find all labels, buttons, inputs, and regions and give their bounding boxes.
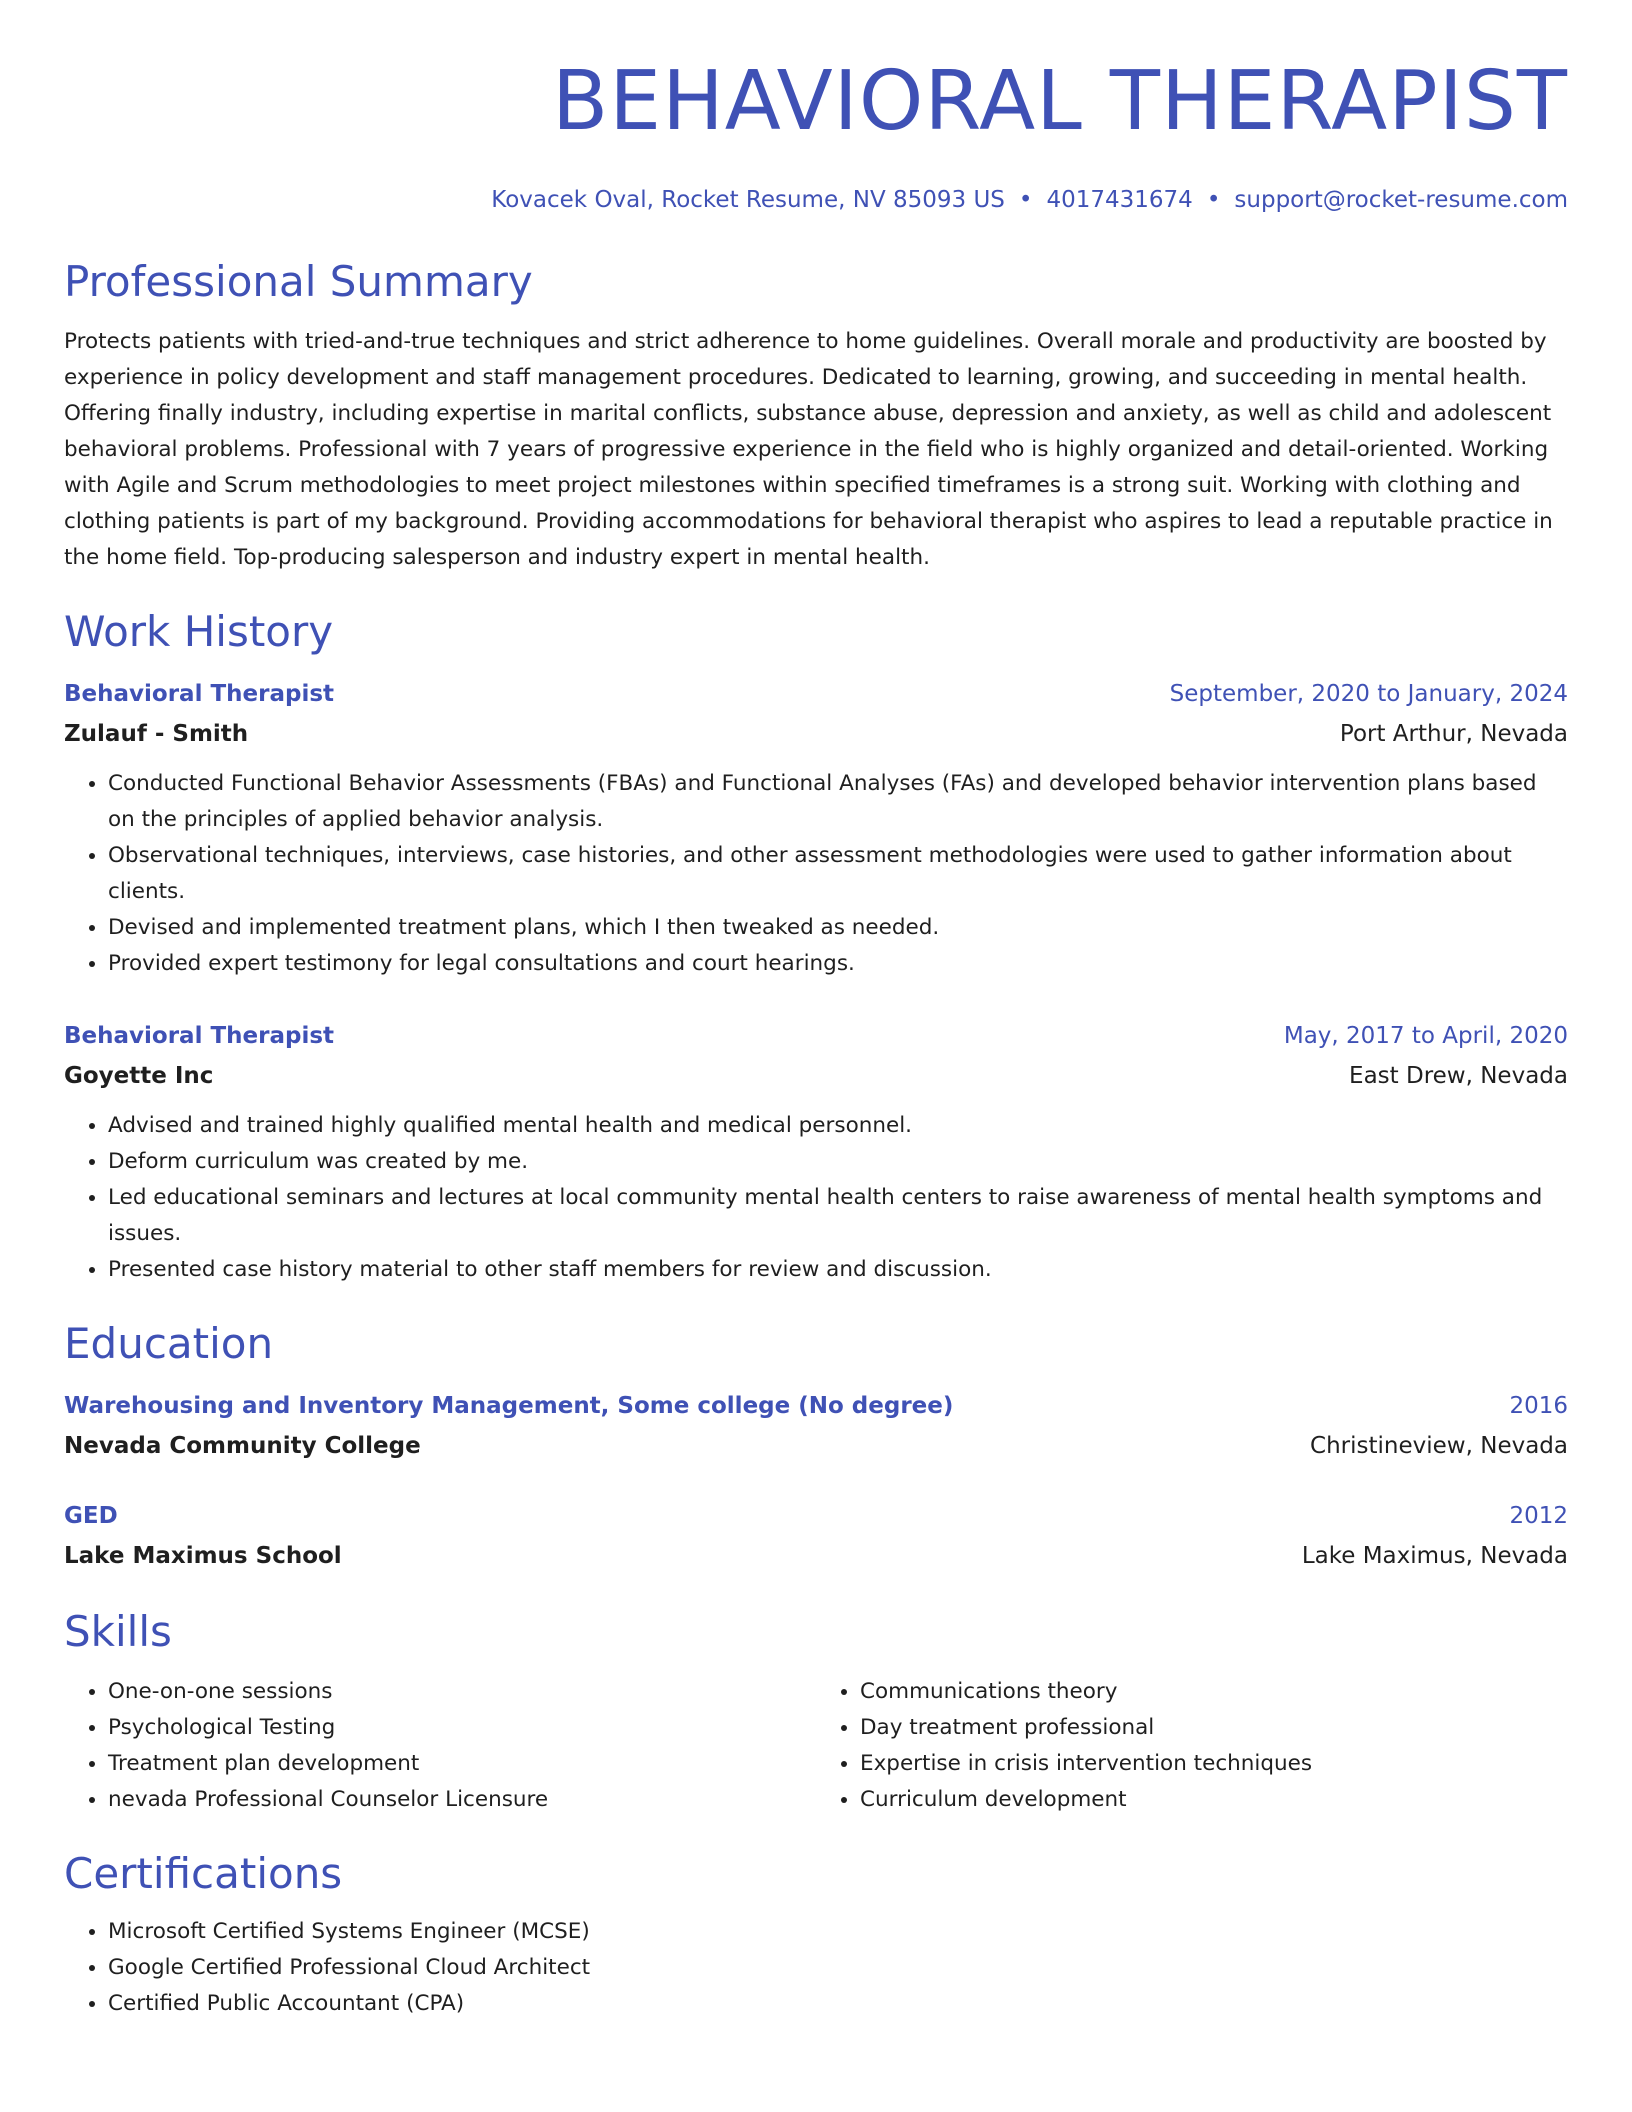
job-bullets bbox=[64, 1108, 1568, 1288]
section-education bbox=[64, 1316, 1568, 1576]
job-subheader bbox=[64, 1056, 1568, 1096]
skill-item: • Expertise in crisis intervention techniques bbox=[860, 1746, 1568, 1782]
education-entry bbox=[64, 1386, 1568, 1466]
education-entry bbox=[64, 1496, 1568, 1576]
education-subheader bbox=[64, 1426, 1568, 1466]
contact-separator: • bbox=[1206, 187, 1221, 213]
education-year: 2012 bbox=[1509, 1503, 1568, 1529]
job-header bbox=[64, 1016, 1568, 1056]
skills-list-left bbox=[64, 1674, 816, 1818]
job-entry bbox=[64, 674, 1568, 982]
education-school: Lake Maximus School bbox=[64, 1543, 342, 1569]
job-header bbox=[64, 674, 1568, 714]
section-title-certifications: Certifications bbox=[64, 1849, 343, 1898]
job-subheader bbox=[64, 714, 1568, 754]
skill-item: • Day treatment professional bbox=[860, 1710, 1568, 1746]
candidate-name: BEHAVIORAL THERAPIST bbox=[552, 54, 1568, 149]
job-bullet: • Devised and implemented treatment plans, which I then tweaked as needed. bbox=[108, 910, 1568, 946]
skill-item: • nevada Professional Counselor Licensure bbox=[108, 1782, 816, 1818]
contact-separator: • bbox=[1018, 187, 1033, 213]
education-header bbox=[64, 1386, 1568, 1426]
section-certifications bbox=[64, 1846, 1568, 2022]
education-degree: GED bbox=[64, 1503, 118, 1529]
section-title-education: Education bbox=[64, 1319, 274, 1368]
job-entry bbox=[64, 1016, 1568, 1288]
section-work-history bbox=[64, 604, 1568, 1288]
job-dates: May, 2017 to April, 2020 bbox=[1283, 1023, 1568, 1049]
skills-list-right bbox=[816, 1674, 1568, 1818]
certification-item: • Certified Public Accountant (CPA) bbox=[108, 1986, 1568, 2022]
job-bullet: • Observational techniques, interviews, case histories, and other assessment methodologies were used to gather information about clients. bbox=[108, 838, 1568, 910]
education-school: Nevada Community College bbox=[64, 1433, 421, 1459]
job-dates: September, 2020 to January, 2024 bbox=[1169, 681, 1568, 707]
contact-line bbox=[64, 182, 1568, 218]
certifications-list bbox=[64, 1914, 1568, 2022]
education-location: Lake Maximus, Nevada bbox=[1301, 1543, 1568, 1569]
skill-item: • Curriculum development bbox=[860, 1782, 1568, 1818]
skill-item: • Treatment plan development bbox=[108, 1746, 816, 1782]
job-location: East Drew, Nevada bbox=[1349, 1063, 1568, 1089]
skill-item: • Communications theory bbox=[860, 1674, 1568, 1710]
job-title: Behavioral Therapist bbox=[64, 1023, 335, 1049]
contact-address: Kovacek Oval, Rocket Resume, NV 85093 US bbox=[491, 187, 1005, 213]
job-bullet: • Provided expert testimony for legal consultations and court hearings. bbox=[108, 946, 1568, 982]
job-bullet: • Deform curriculum was created by me. bbox=[108, 1144, 1568, 1180]
certification-item: • Microsoft Certified Systems Engineer (MCSE) bbox=[108, 1914, 1568, 1950]
job-title: Behavioral Therapist bbox=[64, 681, 335, 707]
skill-item: • Psychological Testing bbox=[108, 1710, 816, 1746]
education-year: 2016 bbox=[1509, 1393, 1568, 1419]
job-bullet: • Conducted Functional Behavior Assessments (FBAs) and Functional Analyses (FAs) and developed behavior intervention plans based on the principles of applied behavior analysis. bbox=[108, 766, 1568, 838]
job-bullets bbox=[64, 766, 1568, 982]
job-bullet: • Led educational seminars and lectures at local community mental health centers to raise awareness of mental health symptoms and issues. bbox=[108, 1180, 1568, 1252]
resume-header bbox=[64, 50, 1568, 218]
certification-item: • Google Certified Professional Cloud Architect bbox=[108, 1950, 1568, 1986]
skill-item: • One-on-one sessions bbox=[108, 1674, 816, 1710]
education-degree: Warehousing and Inventory Management, Some college (No degree) bbox=[64, 1393, 954, 1419]
skills-grid bbox=[64, 1674, 1568, 1818]
summary-text: Protects patients with tried-and-true techniques and strict adherence to home guidelines. Overall morale and productivity are boosted by experience in policy development and staff management procedures. Dedicated to learning, growing, and succeeding in mental health. Offering finally industry, including expertise in marital conflicts, substance abuse, depression and anxiety, as well as child and adolescent behavioral problems. Professional with 7 years of progressive experience in the field who is highly organized and detail-oriented. Working with Agile and Scrum methodologies to meet project milestones within specified timeframes is a strong suit. Working with clothing and clothing patients is part of my background. Providing accommodations for behavioral therapist who aspires to lead a reputable practice in the home field. Top-producing salesperson and industry expert in mental health. bbox=[64, 329, 1553, 570]
contact-email[interactable]: support@rocket-resume.com bbox=[1234, 187, 1568, 213]
section-title-summary: Professional Summary bbox=[64, 257, 533, 306]
contact-phone[interactable]: 4017431674 bbox=[1046, 187, 1193, 213]
job-company: Zulauf - Smith bbox=[64, 721, 249, 747]
job-bullet: • Presented case history material to other staff members for review and discussion. bbox=[108, 1252, 1568, 1288]
section-skills bbox=[64, 1604, 1568, 1818]
job-company: Goyette Inc bbox=[64, 1063, 214, 1089]
education-subheader bbox=[64, 1536, 1568, 1576]
section-title-skills: Skills bbox=[64, 1607, 172, 1656]
section-title-work-history: Work History bbox=[64, 607, 334, 656]
education-header bbox=[64, 1496, 1568, 1536]
job-location: Port Arthur, Nevada bbox=[1339, 721, 1568, 747]
education-location: Christineview, Nevada bbox=[1310, 1433, 1568, 1459]
job-bullet: • Advised and trained highly qualified mental health and medical personnel. bbox=[108, 1108, 1568, 1144]
